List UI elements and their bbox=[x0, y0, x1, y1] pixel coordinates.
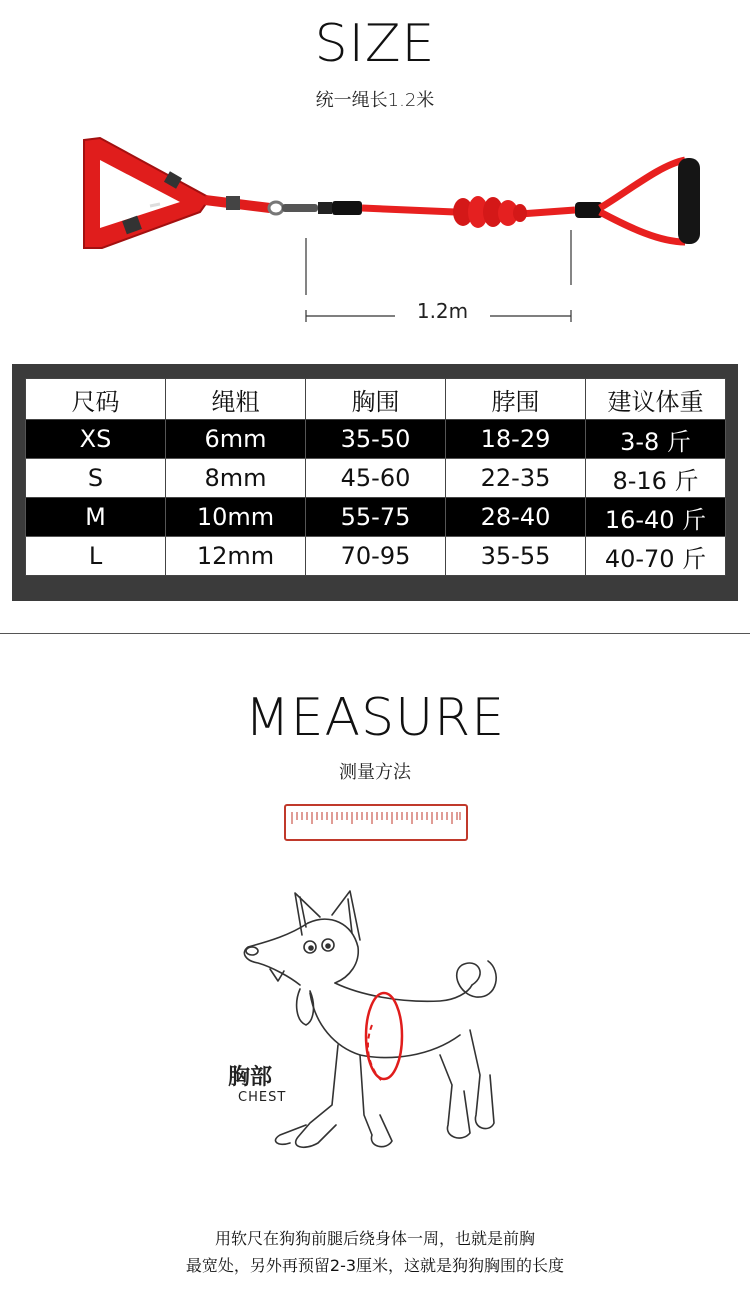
table-row bbox=[26, 498, 726, 537]
table-cell: 18-29 bbox=[446, 420, 586, 459]
harness bbox=[84, 138, 270, 248]
table-cell: 70-95 bbox=[306, 537, 446, 576]
measure-caption-line1: 用软尺在狗狗前腿后绕身体一周，也就是前胸 bbox=[214, 1229, 535, 1248]
harness-leash-illustration bbox=[0, 120, 750, 330]
chest-measure-circle bbox=[366, 993, 402, 1079]
table-header-cell: 绳粗 bbox=[166, 379, 306, 420]
table-cell: 35-55 bbox=[446, 537, 586, 576]
measure-caption-line2: 最宽处，另外再预留2-3厘米，这就是狗狗胸围的长度 bbox=[185, 1256, 565, 1275]
leash-handle bbox=[600, 158, 700, 244]
table-header-cell: 胸围 bbox=[306, 379, 446, 420]
table-cell: M bbox=[26, 498, 166, 537]
dog-sketch-illustration bbox=[240, 885, 520, 1185]
table-cell: 3-8 斤 bbox=[586, 420, 726, 459]
size-table bbox=[25, 378, 726, 576]
chest-label: 胸部 bbox=[228, 1065, 273, 1090]
size-title: SIZE bbox=[314, 14, 436, 74]
measure-title: MEASURE bbox=[244, 688, 506, 748]
table-cell: S bbox=[26, 459, 166, 498]
table-cell: 12mm bbox=[166, 537, 306, 576]
table-cell: 22-35 bbox=[446, 459, 586, 498]
size-subtitle: 统一绳长1.2米 bbox=[315, 90, 435, 111]
table-cell: L bbox=[26, 537, 166, 576]
dimension-label: 1.2m bbox=[395, 299, 490, 323]
table-header-cell: 脖围 bbox=[446, 379, 586, 420]
measure-subtitle: 测量方法 bbox=[339, 762, 411, 783]
table-cell: 40-70 斤 bbox=[586, 537, 726, 576]
table-cell: 45-60 bbox=[306, 459, 446, 498]
table-row bbox=[26, 420, 726, 459]
table-header-row bbox=[26, 379, 726, 420]
table-cell: 10mm bbox=[166, 498, 306, 537]
table-cell: 28-40 bbox=[446, 498, 586, 537]
table-header-cell: 建议体重 bbox=[586, 379, 726, 420]
chest-label-en: CHEST bbox=[238, 1090, 287, 1105]
table-row bbox=[26, 459, 726, 498]
table-cell: 8-16 斤 bbox=[586, 459, 726, 498]
ruler-icon bbox=[284, 804, 468, 842]
table-cell: XS bbox=[26, 420, 166, 459]
leash-knot bbox=[453, 196, 527, 228]
table-cell: 55-75 bbox=[306, 498, 446, 537]
leash-clasp bbox=[269, 201, 362, 215]
section-divider bbox=[0, 633, 750, 634]
table-cell: 6mm bbox=[166, 420, 306, 459]
table-cell: 35-50 bbox=[306, 420, 446, 459]
table-cell: 16-40 斤 bbox=[586, 498, 726, 537]
table-row bbox=[26, 537, 726, 576]
table-header-cell: 尺码 bbox=[26, 379, 166, 420]
handle-connector bbox=[575, 202, 603, 218]
table-cell: 8mm bbox=[166, 459, 306, 498]
